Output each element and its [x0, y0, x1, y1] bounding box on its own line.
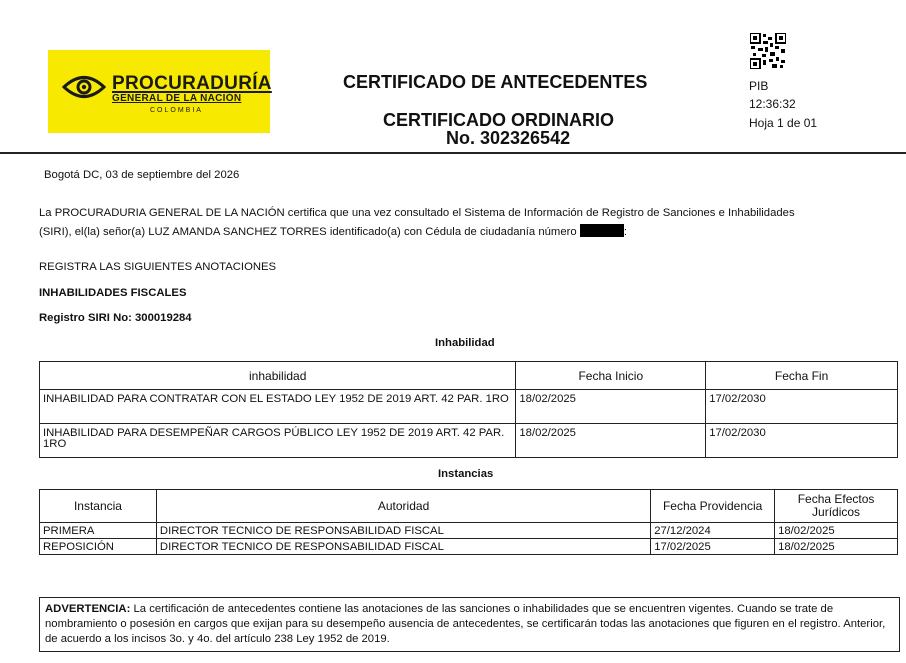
inhabilidad-caption: Inhabilidad — [435, 337, 495, 349]
table-cell: 18/02/2025 — [516, 390, 706, 424]
certification-line-2 — [39, 224, 627, 238]
column-header: Fecha Fin — [706, 362, 898, 390]
document-title: CERTIFICADO DE ANTECEDENTES — [343, 72, 648, 92]
certification-line-1: La PROCURADURIA GENERAL DE LA NACIÓN certifica que una vez consultado el Sistema de Información de Registro de Sanciones e Inhabilidades — [39, 207, 795, 219]
column-header: Autoridad — [156, 490, 650, 523]
warning-box — [39, 597, 900, 652]
certification-text: (SIRI), el(la) señor(a) LUZ AMANDA SANCHEZ TORRES identificado(a) con Cédula de ciudadanía número — [39, 226, 577, 238]
table-cell: 17/02/2025 — [651, 539, 775, 555]
registra-heading: REGISTRA LAS SIGUIENTES ANOTACIONES — [39, 261, 277, 273]
column-header: Fecha Inicio — [516, 362, 706, 390]
section-heading: INHABILIDADES FISCALES — [39, 287, 187, 299]
table-cell: 17/02/2030 — [706, 390, 898, 424]
table-cell: 18/02/2025 — [516, 424, 706, 458]
table-header-row — [40, 362, 898, 390]
meta-code: PIB — [749, 79, 769, 93]
table-cell: 17/02/2030 — [706, 424, 898, 458]
meta-page: Hoja 1 de 01 — [749, 116, 818, 130]
certificate-number: No. 302326542 — [446, 128, 571, 148]
table-row — [40, 523, 898, 539]
registro-siri: Registro SIRI No: 300019284 — [39, 312, 192, 324]
inhabilidad-table — [39, 361, 898, 458]
warning-text: La certificación de antecedentes contiene las anotaciones de las sanciones o inhabilidades que se encuentren vigentes. Cuando se trate de nombramiento o posesión en cargos que exijan para su desempeño ausencia de antecedentes, se certificarán todas las anotaciones que figuren en el registro. Anterior, de acuerdo a los incisos 3o. y 4o. del artículo 238 Ley 1952 de 2019. — [45, 603, 886, 645]
table-cell: DIRECTOR TECNICO DE RESPONSABILIDAD FISCAL — [156, 523, 650, 539]
table-row — [40, 539, 898, 555]
table-cell: INHABILIDAD PARA CONTRATAR CON EL ESTADO LEY 1952 DE 2019 ART. 42 PAR. 1RO — [40, 390, 516, 424]
table-cell: DIRECTOR TECNICO DE RESPONSABILIDAD FISCAL — [156, 539, 650, 555]
document-subtitle: CERTIFICADO ORDINARIO — [383, 110, 614, 130]
table-cell: 18/02/2025 — [775, 539, 898, 555]
table-row — [40, 424, 898, 458]
column-header: inhabilidad — [40, 362, 516, 390]
table-row — [40, 390, 898, 424]
column-header: Instancia — [40, 490, 157, 523]
logo-subtitle: GENERAL DE LA NACIÓN — [112, 93, 242, 104]
meta-time: 12:36:32 — [749, 97, 796, 111]
warning-label: ADVERTENCIA: — [45, 603, 131, 615]
table-cell: REPOSICIÓN — [40, 539, 157, 555]
logo-country: COLOMBIA — [150, 107, 203, 114]
certification-colon: : — [623, 226, 627, 238]
logo-name: PROCURADURÍA — [112, 73, 272, 94]
table-header-row — [40, 490, 898, 523]
qr-code-icon — [750, 33, 786, 69]
column-header: Fecha Efectos Jurídicos — [775, 490, 898, 523]
header-divider — [0, 152, 906, 154]
instancias-caption: Instancias — [438, 468, 494, 480]
table-cell: 18/02/2025 — [775, 523, 898, 539]
table-cell: 27/12/2024 — [651, 523, 775, 539]
table-cell: PRIMERA — [40, 523, 157, 539]
redacted-id-number — [580, 224, 624, 237]
date-line: Bogotá DC, 03 de septiembre del 2026 — [44, 169, 240, 181]
column-header: Fecha Providencia — [651, 490, 775, 523]
eye-logo-icon — [62, 74, 106, 100]
table-cell: INHABILIDAD PARA DESEMPEÑAR CARGOS PÚBLICO LEY 1952 DE 2019 ART. 42 PAR. 1RO — [40, 424, 516, 458]
instancias-table — [39, 489, 898, 555]
